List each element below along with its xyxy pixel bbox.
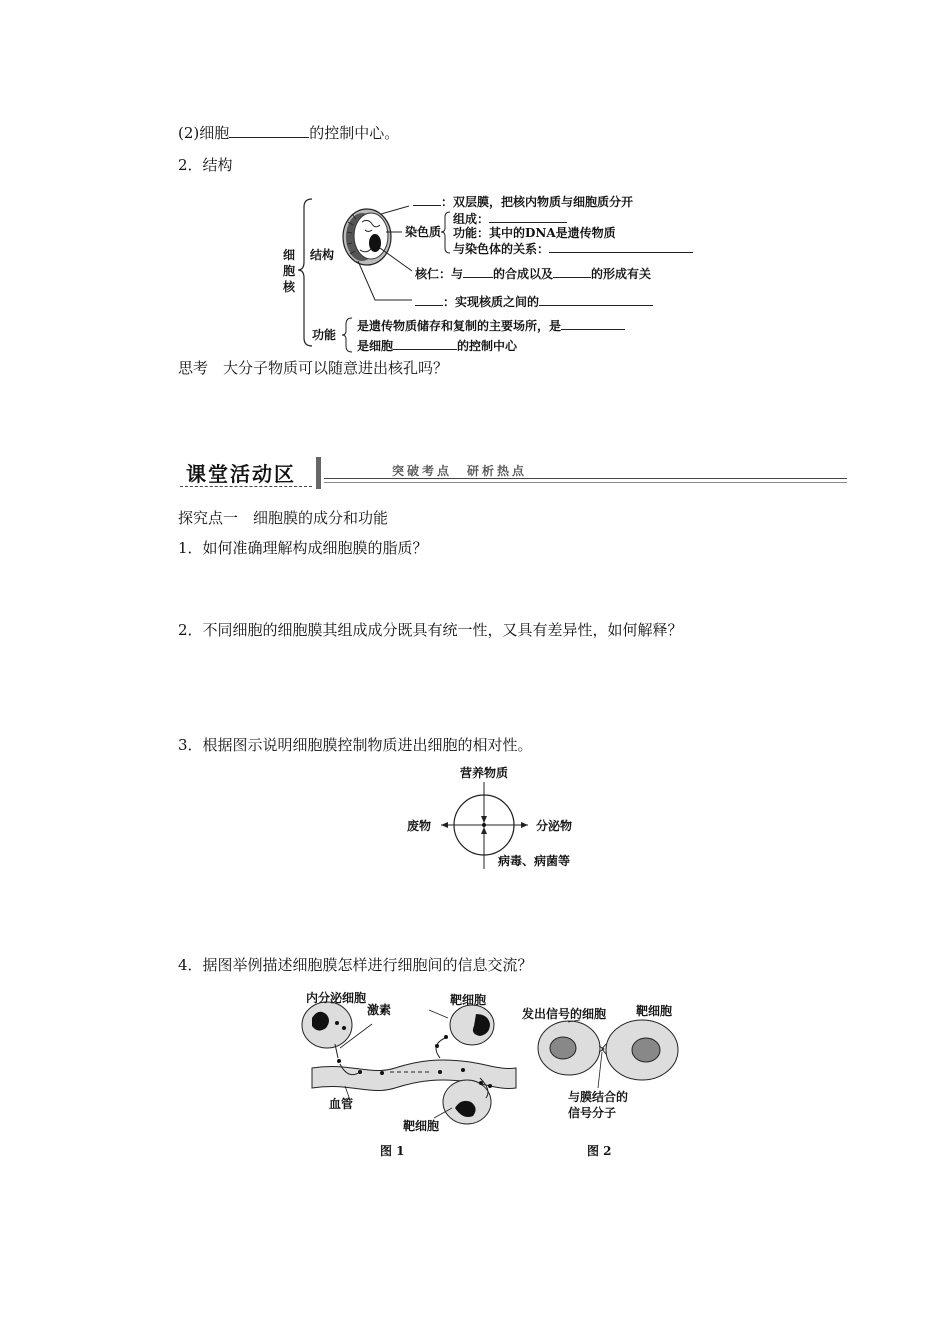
label-signal-molecule: 信号分子 (568, 1106, 617, 1120)
root-brace (298, 199, 312, 346)
fill-blank[interactable] (489, 211, 567, 223)
section-title: 课堂活动区 (186, 462, 296, 486)
caption-figure-2: 图 2 (587, 1144, 612, 1158)
fill-blank[interactable] (413, 194, 441, 206)
explore-point-1: 探究点一 细胞膜的成分和功能 (178, 509, 389, 527)
chromatin-relation (453, 241, 693, 256)
membrane-line (413, 194, 633, 209)
nucleus-root-label: 细 胞 核 (283, 248, 296, 294)
label-nutrients: 营养物质 (460, 766, 509, 780)
fill-blank[interactable] (539, 294, 653, 306)
chromatin-composition (453, 211, 567, 226)
chromatin-comp-text: 组成： (453, 212, 490, 226)
function-brace (342, 318, 352, 352)
chromatin-rel-text: 与染色体的关系： (453, 242, 550, 256)
func1-text: 是遗传物质储存和复制的主要场所，是 (357, 319, 562, 333)
label-target-cell-3: 靶细胞 (636, 1004, 673, 1018)
label-target-cell-2: 靶细胞 (403, 1119, 440, 1133)
function-label: 功能 (312, 328, 337, 342)
label-secretion: 分泌物 (536, 819, 573, 833)
fill-blank[interactable] (415, 294, 443, 306)
function-line-2 (357, 338, 517, 353)
question-1: 1．如何准确理解构成细胞膜的脂质？ (178, 539, 428, 557)
label-waste: 废物 (407, 819, 432, 833)
label-hormone: 激素 (367, 1003, 392, 1017)
fill-blank[interactable] (463, 266, 493, 278)
fill-blank[interactable] (549, 241, 693, 253)
fill-blank[interactable] (393, 338, 457, 350)
pore-text: ：实现核质之间的 (443, 295, 540, 309)
nucleus-illustration (343, 209, 391, 265)
chromatin-label: 染色质 (405, 225, 442, 239)
nucleolus-text-c: 的形成有关 (591, 267, 652, 281)
chromatin-brace (441, 212, 450, 253)
label-target-cell-1: 靶细胞 (450, 993, 487, 1007)
func2-text-a: 是细胞 (357, 339, 394, 353)
structure-label: 结构 (310, 248, 335, 262)
fill-blank[interactable] (561, 318, 625, 330)
label-endocrine-cell: 内分泌细胞 (306, 991, 367, 1005)
label-membrane-bound: 与膜结合的 (568, 1090, 629, 1104)
leader-pore (358, 261, 412, 300)
section-subtitle: 突破考点 研析热点 (392, 464, 528, 478)
leader-membrane (381, 206, 409, 214)
banner-rule-2 (324, 482, 847, 483)
question-4: 4．据图举例描述细胞膜怎样进行细胞间的信息交流？ (178, 956, 533, 974)
fill-blank[interactable] (553, 266, 591, 278)
think-question: 思考 大分子物质可以随意进出核孔吗？ (178, 359, 449, 377)
item-2-suffix: 的控制中心。 (309, 124, 400, 142)
nucleolus-text-b: 的合成以及 (493, 267, 554, 281)
nucleolus-line (415, 266, 651, 281)
pore-line (415, 294, 653, 309)
leader-nucleolus (380, 248, 412, 271)
label-sender-cell: 发出信号的细胞 (522, 1007, 607, 1021)
heading-structure: 2．结构 (178, 156, 233, 174)
func2-text-b: 的控制中心 (457, 339, 518, 353)
chromatin-function: 功能：其中的DNA是遗传物质 (453, 226, 616, 240)
label-blood-vessel: 血管 (329, 1097, 354, 1111)
label-pathogens: 病毒、病菌等 (498, 854, 571, 868)
question-3: 3．根据图示说明细胞膜控制物质进出细胞的相对性。 (178, 736, 533, 754)
question-2: 2．不同细胞的细胞膜其组成成分既具有统一性，又具有差异性，如何解释？ (178, 621, 683, 639)
function-line-1 (357, 318, 625, 333)
nucleolus-text-a: 核仁：与 (415, 267, 464, 281)
figure-2-contact (538, 1020, 678, 1088)
item-2-prefix: (2)细胞 (178, 124, 230, 142)
membrane-text: ：双层膜，把核内物质与细胞质分开 (441, 195, 634, 209)
banner-divider (316, 457, 321, 489)
caption-figure-1: 图 1 (380, 1144, 405, 1158)
